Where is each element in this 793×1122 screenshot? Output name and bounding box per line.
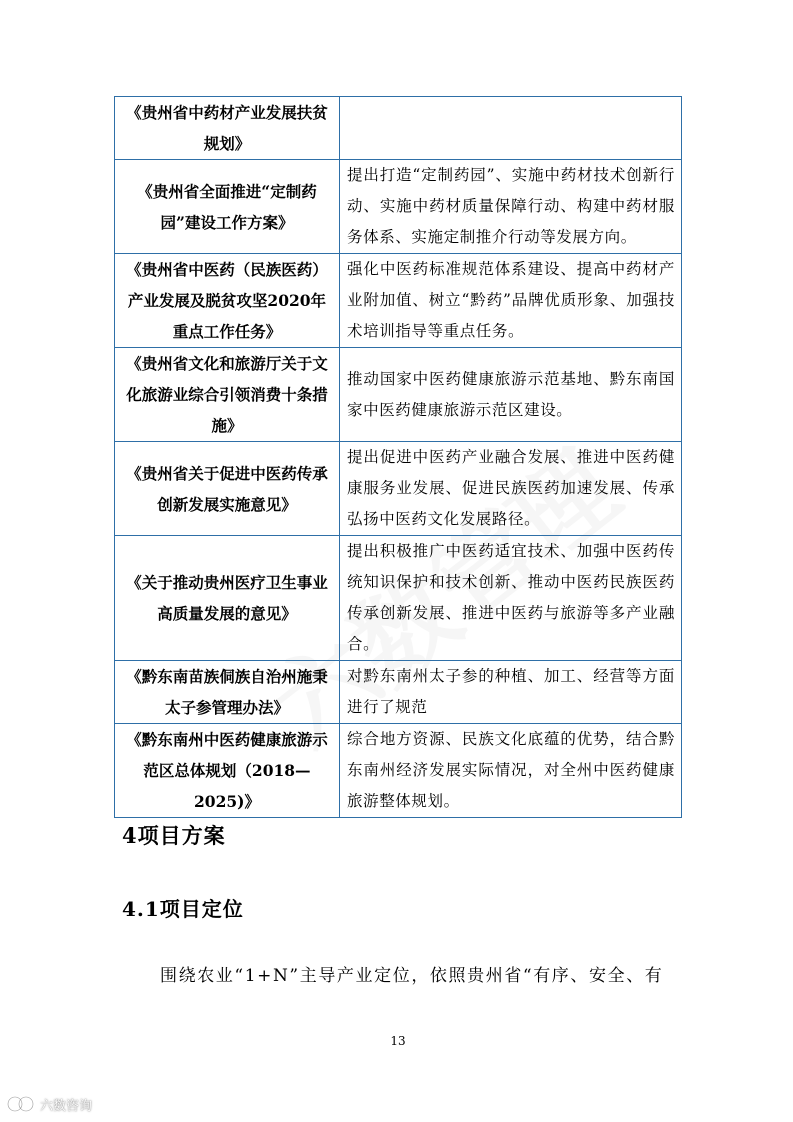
- subsection-heading: 4.1项目定位: [122, 897, 244, 921]
- policy-description-cell: 提出积极推广中医药适宜技术、加强中医药传统知识保护和技术创新、推动中医药民族医药传承创新发展、推进中医药与旅游等多产业融合。: [340, 536, 682, 661]
- policy-name-cell: 《贵州省全面推进“定制药园”建设工作方案》: [115, 160, 340, 254]
- policy-name-cell: 《贵州省关于促进中医药传承创新发展实施意见》: [115, 442, 340, 536]
- body-paragraph: 围绕农业“1+N”主导产业定位，依照贵州省“有序、安全、有: [160, 966, 664, 986]
- table-row: [115, 254, 682, 348]
- table-row: [115, 97, 682, 160]
- policy-name-cell: 《黔东南苗族侗族自治州施秉太子参管理办法》: [115, 661, 340, 724]
- table-row: [115, 536, 682, 661]
- table-row: [115, 442, 682, 536]
- policy-description-cell: 提出促进中医药产业融合发展、推进中医药健康服务业发展、促进民族医药加速发展、传承弘扬中医药文化发展路径。: [340, 442, 682, 536]
- policy-description-cell: 对黔东南州太子参的种植、加工、经营等方面进行了规范: [340, 661, 682, 724]
- page-number: 13: [390, 1034, 406, 1048]
- policy-description-cell: 推动国家中医药健康旅游示范基地、黔东南国家中医药健康旅游示范区建设。: [340, 348, 682, 442]
- brand-logo-icon: [6, 1094, 36, 1114]
- policy-name-cell: 《贵州省中医药（民族医药）产业发展及脱贫攻坚2020年重点工作任务》: [115, 254, 340, 348]
- policy-table: [114, 96, 682, 818]
- table-row: [115, 661, 682, 724]
- table-row: [115, 160, 682, 254]
- policy-description-cell: 综合地方资源、民族文化底蕴的优势，结合黔东南州经济发展实际情况，对全州中医药健康旅游整体规划。: [340, 724, 682, 818]
- policy-table-body: [115, 97, 682, 818]
- policy-description-cell: 提出打造“定制药园”、实施中药材技术创新行动、实施中药材质量保障行动、构建中药材服务体系、实施定制推介行动等发展方向。: [340, 160, 682, 254]
- policy-name-cell: 《黔东南州中医药健康旅游示范区总体规划（2018—2025)》: [115, 724, 340, 818]
- section-heading: 4项目方案: [122, 823, 226, 848]
- policy-description-cell: [340, 97, 682, 160]
- policy-description-cell: 强化中医药标准规范体系建设、提高中药材产业附加值、树立“黔药”品牌优质形象、加强技术培训指导等重点任务。: [340, 254, 682, 348]
- table-row: [115, 348, 682, 442]
- corner-logo: [6, 1093, 92, 1115]
- policy-name-cell: 《关于推动贵州医疗卫生事业高质量发展的意见》: [115, 536, 340, 661]
- policy-name-cell: 《贵州省文化和旅游厅关于文化旅游业综合引领消费十条措施》: [115, 348, 340, 442]
- corner-logo-text: 六数咨询: [40, 1098, 93, 1114]
- table-row: [115, 724, 682, 818]
- policy-name-cell: 《贵州省中药材产业发展扶贫规划》: [115, 97, 340, 160]
